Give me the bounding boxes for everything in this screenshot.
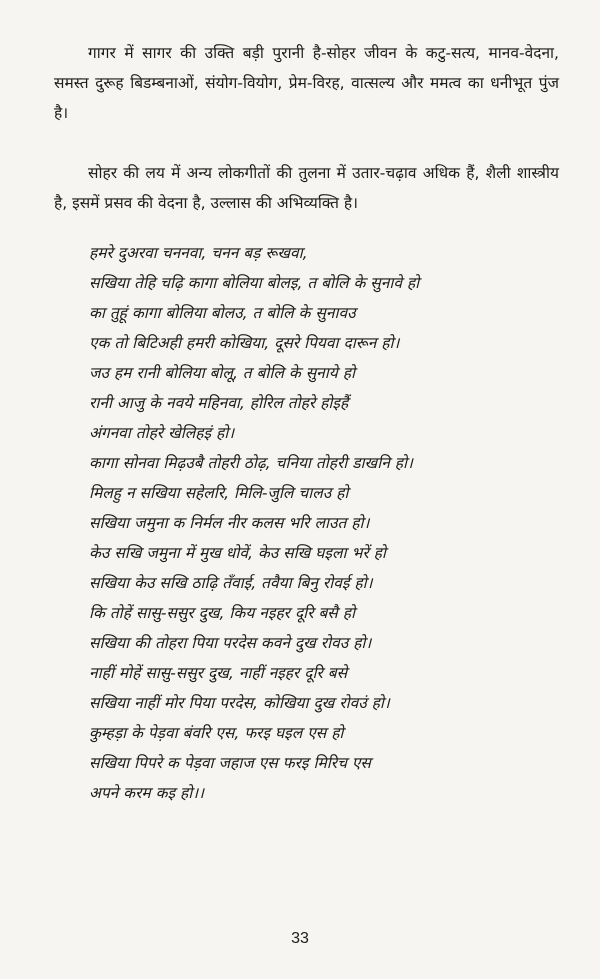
verse-line: हमरे दुअरवा चननवा, चनन बड़ रूखवा, xyxy=(89,244,308,262)
verse-line: सखिया नाहीं मोर पिया परदेस, कोखिया दुख रोवउं हो। xyxy=(89,694,390,712)
page-number: 33 xyxy=(291,930,309,947)
verse-line: मिलहु न सखिया सहेलरि, मिलि-जुलि चालउ हो xyxy=(89,484,349,502)
verse-line: सखिया की तोहरा पिया परदेस कवने दुख रोवउ हो। xyxy=(89,634,372,652)
verse-line: सखिया पिपरे क पेड़वा जहाज एस फरइ मिरिच एस xyxy=(89,754,371,772)
rhythm-paragraph xyxy=(54,158,559,218)
verse-line: अपने करम कइ हो।। xyxy=(89,784,205,802)
intro-paragraph-text: गागर में सागर की उक्ति बड़ी पुरानी है-सोहर जीवन के कटु-सत्य, मानव-वेदना, समस्त दुरूह बिडम्बनाओं, संयोग-वियोग, प्रेम-विरह, वात्सल्य और ममत्व का धनीभूत पुंज है। xyxy=(54,44,559,122)
verse-line: सखिया तेहि चढ़ि कागा बोलिया बोलइ, त बोलि के सुनावे हो xyxy=(89,274,420,292)
verse-line: कागा सोनवा मिढ़उबै तोहरी ठोढ़, चनिया तोहरी डाखनि हो। xyxy=(89,454,413,472)
verse-line: रानी आजु के नवये महिनवा, होरिल तोहरे होइहैं xyxy=(89,394,349,412)
verse-line: एक तो बिटिअही हमरी कोखिया, दूसरे पियवा दारून हो। xyxy=(89,334,400,352)
verse-line: केउ सखि जमुना में मुख धोवें, केउ सखि घइला भरें हो xyxy=(89,544,386,562)
sohar-verse xyxy=(89,238,569,808)
intro-paragraph xyxy=(54,38,559,128)
verse-line: जउ हम रानी बोलिया बोलू, त बोलि के सुनाये हो xyxy=(89,364,355,382)
verse-line: अंगनवा तोहरे खेलिहइं हो। xyxy=(89,424,235,442)
verse-line: सखिया केउ सखि ठाढ़ि तँवाई, तवैया बिनु रोवई हो। xyxy=(89,574,373,592)
rhythm-paragraph-text: सोहर की लय में अन्य लोकगीतों की तुलना में उतार-चढ़ाव अधिक हैं, शैली शास्त्रीय है, इसमें प्रसव की वेदना है, उल्लास की अभिव्यक्ति है। xyxy=(54,164,559,212)
verse-line: का तुहूं कागा बोलिया बोलउ, त बोलि के सुनावउ xyxy=(89,304,356,322)
verse-line: कि तोहें सासु-ससुर दुख, किय नइहर दूरि बसै हो xyxy=(89,604,355,622)
verse-line: सखिया जमुना क निर्मल नीर कलस भरि लाउत हो। xyxy=(89,514,370,532)
verse-line: नाहीं मोहें सासु-ससुर दुख, नाहीं नइहर दूरि बसे xyxy=(89,664,348,682)
verse-line: कुम्हड़ा के पेड़वा बंवरि एस, फरइ घइल एस हो xyxy=(89,724,344,742)
